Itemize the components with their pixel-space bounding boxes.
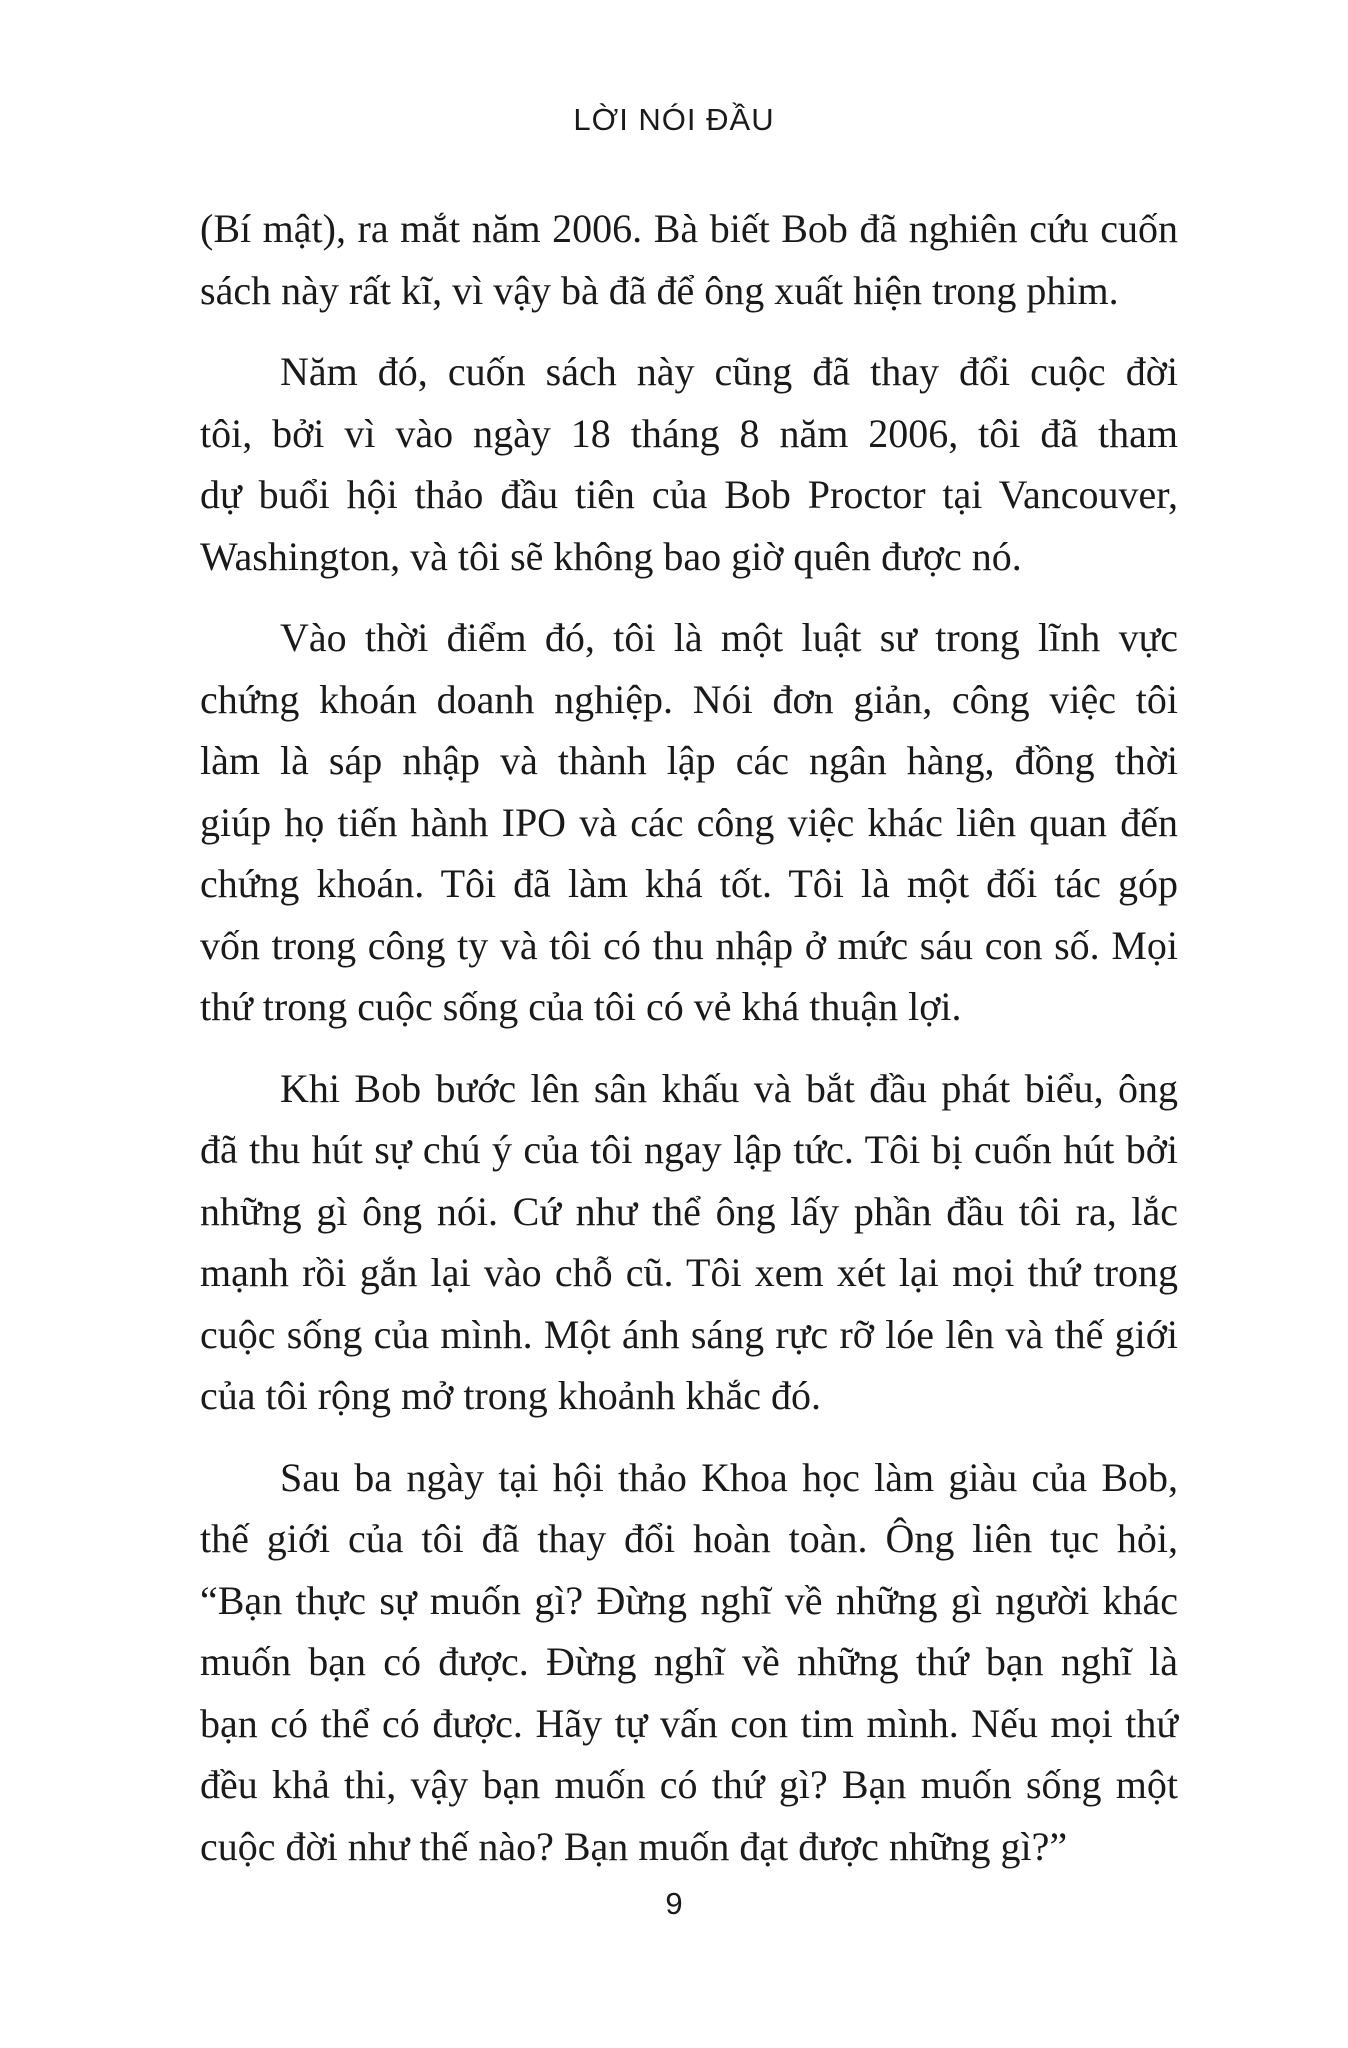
text-line: chứng khoán. Tôi đã làm khá tốt. Tôi là một đối tác góp (200, 861, 1178, 906)
text-line: giúp họ tiến hành IPO và các công việc khác liên quan đến (200, 799, 1178, 845)
page-number: 9 (665, 1886, 683, 1921)
paragraph-3 (200, 607, 1178, 1038)
text-line: Năm đó, cuốn sách này cũng đã thay đổi cuộc đời (280, 349, 1178, 394)
paragraph-2 (200, 341, 1178, 587)
paragraph-5 (200, 1447, 1178, 1878)
text-line: thứ trong cuộc sống của tôi có vẻ khá thuận lợi. (200, 984, 962, 1029)
text-line: đã thu hút sự chú ý của tôi ngay lập tức. Tôi bị cuốn hút bởi (200, 1127, 1178, 1172)
text-line: vốn trong công ty và tôi có thu nhập ở mức sáu con số. Mọi (200, 922, 1178, 968)
text-line: “Bạn thực sự muốn gì? Đừng nghĩ về những gì người khác (200, 1577, 1178, 1623)
text-line: dự buổi hội thảo đầu tiên của Bob Proctor tại Vancouver, (200, 472, 1178, 517)
text-line: bạn có thể có được. Hãy tự vấn con tim mình. Nếu mọi thứ (200, 1700, 1178, 1746)
text-line: muốn bạn có được. Đừng nghĩ về những thứ bạn nghĩ là (200, 1639, 1178, 1684)
text-line: làm là sáp nhập và thành lập các ngân hàng, đồng thời (200, 738, 1178, 783)
text-line: thế giới của tôi đã thay đổi hoàn toàn. Ông liên tục hỏi, (200, 1516, 1178, 1561)
text-line: Vào thời điểm đó, tôi là một luật sư trong lĩnh vực (280, 615, 1178, 660)
text-line: những gì ông nói. Cứ như thể ông lấy phần đầu tôi ra, lắc (200, 1188, 1178, 1234)
text-line: Khi Bob bước lên sân khấu và bắt đầu phát biểu, ông (280, 1065, 1178, 1111)
text-line: của tôi rộng mở trong khoảnh khắc đó. (200, 1373, 822, 1418)
paragraph-4 (200, 1058, 1178, 1427)
text-line: Washington, và tôi sẽ không bao giờ quên được nó. (200, 533, 1022, 579)
text-line: Sau ba ngày tại hội thảo Khoa học làm giàu của Bob, (280, 1454, 1178, 1500)
text-line: chứng khoán doanh nghiệp. Nói đơn giản, công việc tôi (200, 676, 1178, 722)
text-line: đều khả thi, vậy bạn muốn có thứ gì? Bạn muốn sống một (200, 1762, 1178, 1807)
text-line: (Bí mật), ra mắt năm 2006. Bà biết Bob đã nghiên cứu cuốn (200, 206, 1178, 251)
text-line: tôi, bởi vì vào ngày 18 tháng 8 năm 2006, tôi đã tham (200, 410, 1178, 456)
running-header: LỜI NÓI ĐẦU (573, 102, 775, 137)
text-line: mạnh rồi gắn lại vào chỗ cũ. Tôi xem xét lại mọi thứ trong (200, 1250, 1178, 1295)
paragraph-1 (200, 198, 1178, 321)
text-line: cuộc đời như thế nào? Bạn muốn đạt được những gì?” (200, 1823, 1068, 1869)
text-line: sách này rất kĩ, vì vậy bà đã để ông xuất hiện trong phim. (200, 267, 1119, 313)
body-text (200, 198, 1178, 1897)
text-line: cuộc sống của mình. Một ánh sáng rực rỡ lóe lên và thế giới (200, 1311, 1178, 1357)
